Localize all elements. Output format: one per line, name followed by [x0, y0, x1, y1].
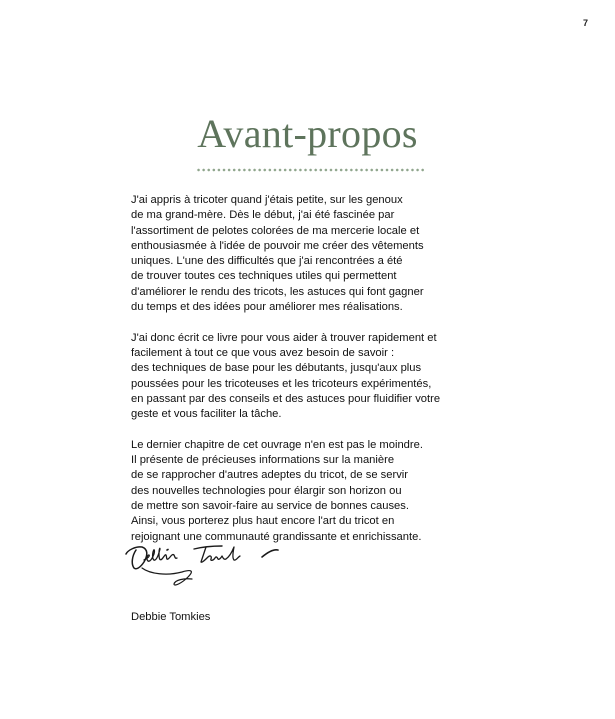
text-line: des techniques de base pour les débutants, jusqu'aux plus: [131, 362, 422, 375]
text-line: Le dernier chapitre de cet ouvrage n'en est pas le moindre.: [131, 438, 423, 451]
paragraph-1: [131, 193, 501, 315]
paragraph-3: [131, 438, 501, 545]
text-line: en passant par des conseils et des astuces pour fluidifier votre: [131, 392, 441, 405]
text-line: J'ai donc écrit ce livre pour vous aider à trouver rapidement et: [131, 331, 437, 344]
text-line: de trouver toutes ces techniques utiles qui permettent: [131, 270, 397, 283]
author-name: Debbie Tomkies: [131, 611, 211, 623]
text-line: de ma grand-mère. Dès le début, j'ai été fascinée par: [131, 209, 395, 222]
text-line: geste et vous faciliter la tâche.: [131, 408, 282, 421]
text-line: Ainsi, vous porterez plus haut encore l'art du tricot en: [131, 515, 395, 528]
text-line: l'assortiment de pelotes colorées de ma mercerie locale et: [131, 224, 420, 237]
text-line: de mettre son savoir-faire au service de bonnes causes.: [131, 499, 409, 512]
text-line: rejoignant une communauté grandissante et enrichissante.: [131, 530, 422, 543]
text-line: J'ai appris à tricoter quand j'étais petite, sur les genoux: [131, 194, 403, 206]
text-line: du temps et des idées pour améliorer mes réalisations.: [131, 301, 403, 314]
body-text: [131, 193, 501, 560]
dotted-divider: [196, 168, 424, 172]
page-title: Avant-propos: [197, 111, 418, 156]
text-line: de se rapprocher d'autres adeptes du tricot, de se servir: [131, 469, 408, 482]
text-line: facilement à tout ce que vous avez besoin de savoir :: [131, 346, 395, 359]
text-line: d'améliorer le rendu des tricots, les astuces qui font gagner: [131, 285, 424, 298]
paragraph-2: [131, 331, 501, 423]
text-line: enthousiasmée à l'idée de pouvoir me créer des vêtements: [131, 239, 424, 252]
text-line: poussées pour les tricoteuses et les tricoteurs expérimentés,: [131, 377, 432, 390]
text-line: uniques. L'une des difficultés que j'ai rencontrées a été: [131, 255, 403, 268]
page-number: 7: [582, 18, 588, 28]
handwritten-signature: [122, 538, 302, 592]
text-line: des nouvelles technologies pour élargir son horizon ou: [131, 484, 402, 497]
text-line: Il présente de précieuses informations sur la manière: [131, 454, 395, 467]
